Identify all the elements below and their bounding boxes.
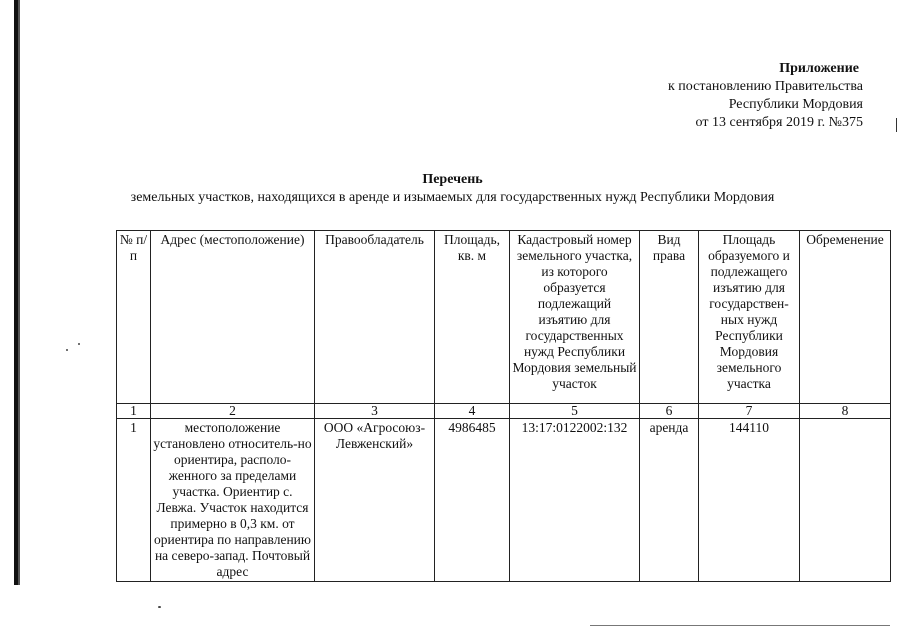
row-cadastral-number: 13:17:0122002:132 bbox=[510, 419, 640, 582]
column-number: 8 bbox=[800, 404, 891, 419]
scan-bottom-line bbox=[590, 625, 890, 626]
scan-speck bbox=[78, 343, 80, 345]
scan-mark bbox=[896, 118, 897, 132]
row-number: 1 bbox=[117, 419, 151, 582]
row-encumbrance bbox=[800, 419, 891, 582]
column-number: 6 bbox=[640, 404, 699, 419]
scan-edge-shadow-inner bbox=[18, 0, 20, 585]
column-number: 2 bbox=[151, 404, 315, 419]
table-header-row bbox=[117, 231, 891, 404]
appendix-title: Приложение bbox=[779, 61, 859, 76]
column-header: Адрес (местоположение) bbox=[151, 231, 315, 404]
row-owner: ООО «Агросоюз-Левженский» bbox=[315, 419, 435, 582]
appendix-line-1: к постановлению Правительства bbox=[667, 79, 863, 94]
row-new-area: 144110 bbox=[699, 419, 800, 582]
scan-speck bbox=[66, 349, 68, 351]
appendix-line-2: Республики Мордовия bbox=[728, 97, 863, 112]
column-header: Вид права bbox=[640, 231, 699, 404]
column-header: Площадь образуемого и подлежащего изъятию для государствен-ных нужд Республики Мордовия земельного участка bbox=[699, 231, 800, 404]
column-number-row bbox=[117, 404, 891, 419]
appendix-header bbox=[603, 60, 863, 132]
column-number: 7 bbox=[699, 404, 800, 419]
column-number: 1 bbox=[117, 404, 151, 419]
column-header: Кадастровый номер земельного участка, из которого образуется подлежащий изъятию для государственных нужд Республики Мордовия земельный участок bbox=[510, 231, 640, 404]
row-area: 4986485 bbox=[435, 419, 510, 582]
appendix-line-3: от 13 сентября 2019 г. №375 bbox=[695, 115, 863, 130]
list-subtitle: земельных участков, находящихся в аренде и изымаемых для государственных нужд Республики Мордовия bbox=[130, 190, 775, 205]
column-number: 3 bbox=[315, 404, 435, 419]
row-address: местоположение установлено относитель-но ориентира, располо-женного за пределами участка. Ориентир с. Левжа. Участок находится примерно в 0,3 км. от ориентира по направлению на северо-запад. Почтовый адрес bbox=[151, 419, 315, 582]
column-header: Правообладатель bbox=[315, 231, 435, 404]
list-title: Перечень bbox=[422, 172, 483, 187]
column-header: № п/п bbox=[117, 231, 151, 404]
column-header: Площадь, кв. м bbox=[435, 231, 510, 404]
land-plots-table bbox=[116, 230, 891, 582]
column-header: Обременение bbox=[800, 231, 891, 404]
column-number: 5 bbox=[510, 404, 640, 419]
column-number: 4 bbox=[435, 404, 510, 419]
scan-speck bbox=[158, 606, 161, 608]
table-row bbox=[117, 419, 891, 582]
row-right-type: аренда bbox=[640, 419, 699, 582]
